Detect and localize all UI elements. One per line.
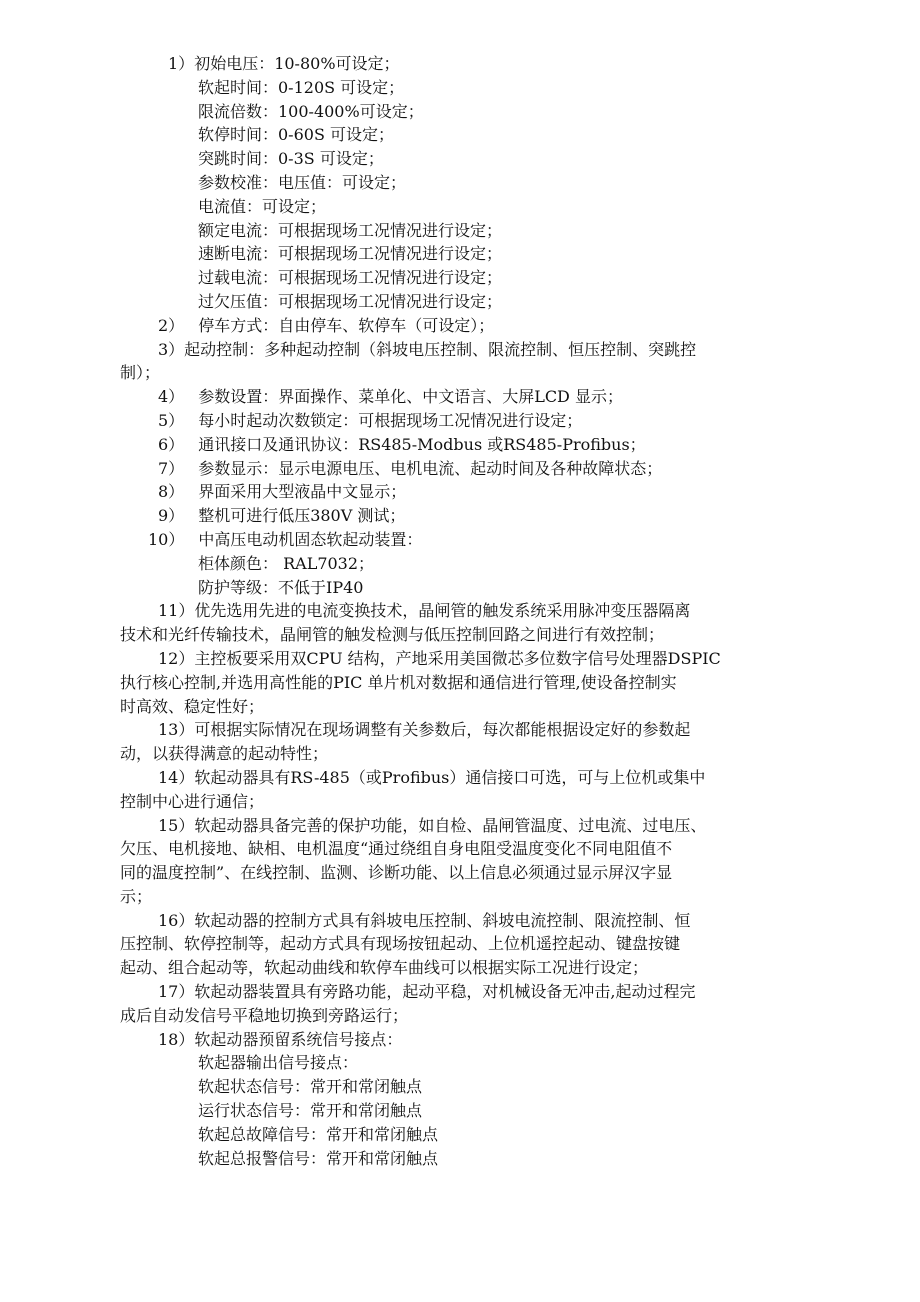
item-text: 参数设置：界面操作、菜单化、中文语言、大屏LCD 显示； [198,387,623,407]
spec-line-soft-start-time: 软起时间：0-120S 可设定； [198,77,405,97]
spec-line-calibration-current: 电流值：可设定； [198,196,327,216]
item-number: 8） [158,482,185,502]
spec-item-3: 3）起动控制：多种起动控制（斜坡电压控制、限流控制、恒压控制、突跳控 [158,339,697,359]
spec-item-9 [0,504,920,528]
spec-item-12-continued-2: 时高效、稳定性好； [120,696,265,716]
spec-item-16-continued-1: 压控制、软停控制等，起动方式具有现场按钮起动、上位机遥控起动、键盘按键 [120,934,681,954]
item-number: 10） [148,529,185,549]
item-number: 7） [158,458,185,478]
spec-item-13: 13）可根据实际情况在现场调整有关参数后，每次都能根据设定好的参数起 [158,720,691,740]
spec-item-15-continued-1: 欠压、电机接地、缺相、电机温度“通过绕组自身电阻受温度变化不同电阻值不 [120,839,673,859]
item-number: 6） [158,434,185,454]
spec-item-11-continued: 技术和光纤传输技术，晶闸管的触发检测与低压控制回路之间进行有效控制； [120,625,665,645]
spec-line-cabinet-color: 柜体颜色： RAL7032； [198,553,375,573]
spec-item-16: 16）软起动器的控制方式具有斜坡电压控制、斜坡电流控制、限流控制、恒 [158,910,691,930]
item-text: 整机可进行低压380V 测试； [198,506,406,526]
spec-item-6 [0,433,920,457]
spec-item-16-continued-2: 起动、组合起动等，软起动曲线和软停车曲线可以根据实际工况进行设定； [120,958,649,978]
spec-item-12-continued-1: 执行核心控制,并选用高性能的PIC 单片机对数据和通信进行管理,使设备控制实 [120,672,677,692]
item-number: 5） [158,410,185,430]
spec-line-current-limit: 限流倍数：100-400%可设定； [198,101,424,121]
spec-item-5 [0,409,920,433]
spec-line-soft-start-status-signal: 软起状态信号：常开和常闭触点 [198,1077,423,1097]
spec-item-14: 14）软起动器具有RS-485（或Profibus）通信接口可选，可与上位机或集中 [158,767,706,787]
spec-line-soft-stop-time: 软停时间：0-60S 可设定； [198,125,394,145]
spec-line-kick-start-time: 突跳时间：0-3S 可设定； [198,149,384,169]
spec-item-15-continued-3: 示； [120,886,153,906]
spec-item-8 [0,480,920,504]
spec-item-1 [0,52,920,76]
item-text: 停车方式：自由停车、软停车（可设定）； [198,315,495,335]
spec-item-17: 17）软起动器装置具有旁路功能，起动平稳，对机械设备无冲击,起动过程完 [158,982,696,1002]
spec-item-4 [0,385,920,409]
spec-line-over-under-voltage: 过欠压值：可根据现场工况情况进行设定； [198,291,503,311]
spec-item-17-continued: 成后自动发信号平稳地切换到旁路运行； [120,1005,409,1025]
item-text: 初始电压：10-80%可设定； [194,54,400,73]
spec-line-instant-trip-current: 速断电流：可根据现场工况情况进行设定； [198,244,503,264]
spec-item-2 [0,314,920,338]
spec-item-15-continued-2: 同的温度控制”、在线控制、监测、诊断功能、以上信息必须通过显示屏汉字显 [120,863,673,883]
item-number: 2） [158,315,185,335]
spec-item-10 [0,528,920,552]
item-number: 4） [158,387,185,407]
spec-item-14-continued: 控制中心进行通信； [120,791,265,811]
item-text: 参数显示：显示电源电压、电机电流、起动时间及各种故障状态； [198,458,663,478]
spec-line-rated-current: 额定电流：可根据现场工况情况进行设定； [198,220,503,240]
item-number: 9） [158,506,185,526]
spec-line-general-alarm-signal: 软起总报警信号：常开和常闭触点 [198,1148,439,1168]
spec-item-13-continued: 动，以获得满意的起动特性； [120,744,329,764]
spec-line-output-signal-contacts: 软起器输出信号接点： [198,1053,359,1073]
spec-line-running-status-signal: 运行状态信号：常开和常闭触点 [198,1101,423,1121]
spec-item-7 [0,457,920,481]
spec-item-15: 15）软起动器具备完善的保护功能，如自检、晶闸管温度、过电流、过电压、 [158,815,707,835]
spec-item-18: 18）软起动器预留系统信号接点： [158,1029,403,1049]
spec-line-protection-grade: 防护等级：不低于IP40 [198,577,364,597]
spec-item-12: 12）主控板要采用双CPU 结构，产地采用美国微芯多位数字信号处理器DSPIC [158,648,721,668]
spec-line-general-fault-signal: 软起总故障信号：常开和常闭触点 [198,1124,439,1144]
item-text: 界面采用大型液晶中文显示； [198,482,407,502]
spec-item-3-continued: 制）； [120,363,161,383]
item-text: 每小时起动次数锁定：可根据现场工况情况进行设定； [198,410,583,430]
item-text: 通讯接口及通讯协议：RS485-Modbus 或RS485-Profibus； [198,434,646,454]
spec-line-overload-current: 过载电流：可根据现场工况情况进行设定； [198,268,503,288]
item-number: 1） [168,54,195,73]
document-page [0,52,920,1170]
spec-item-11: 11）优先选用先进的电流变换技术，晶闸管的触发系统采用脉冲变压器隔离 [158,601,691,621]
spec-line-calibration-voltage: 参数校准：电压值：可设定； [198,172,407,192]
item-text: 中高压电动机固态软起动装置： [198,529,423,549]
